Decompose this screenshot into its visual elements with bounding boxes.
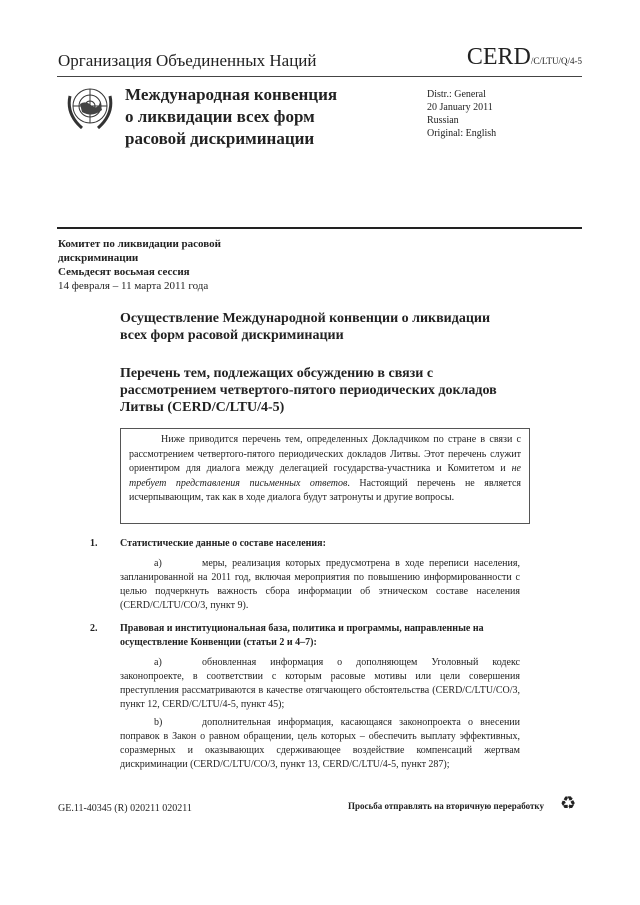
symbol-main: CERD [466, 44, 531, 70]
committee-name: Комитет по ликвидации расовой [58, 238, 221, 250]
section-title: Статистические данные о составе населения: [120, 538, 326, 549]
title-line: о ликвидации всех форм [125, 107, 315, 126]
list-item [120, 716, 520, 772]
session: Семьдесят восьмая сессия [58, 266, 190, 278]
item-label: a) [154, 657, 162, 668]
recycle-icon: ♻ [560, 793, 577, 813]
note-italic: не требует представления письменных ответов [129, 463, 521, 489]
item-text: обновленная информация о дополняющем Уголовный кодекс законопроекте, в соответствии с которым расовые мотивы или цели совершения преступления рассматриваются в качестве отягчающего обстоятельства (CERD/C/LTU/CO/3, пункт 12, CERD/C/LTU/4-5, пункт 45); [120, 657, 520, 710]
item-label: b) [154, 717, 163, 728]
un-emblem-icon [62, 80, 118, 136]
note-box [120, 428, 530, 524]
title-divider [57, 227, 582, 229]
item-label: a) [154, 558, 162, 569]
header-divider [57, 76, 582, 77]
section-heading [90, 622, 520, 650]
committee-name: дискриминации [58, 252, 139, 264]
section-heading [90, 537, 520, 551]
section-number: 2. [90, 623, 98, 634]
language-line: Russian [427, 115, 459, 126]
note-text: . Настоящий перечень не является исчерпывающим, так как в ходе диалога будут затронуты и другие вопросы. [129, 477, 522, 503]
recycle-note: Просьба отправлять на вторичную переработку [348, 801, 544, 811]
committee-info [58, 237, 221, 293]
distribution-line: Distr.: General [427, 89, 486, 100]
convention-title [125, 84, 337, 150]
list-item [120, 656, 520, 712]
item-text: дополнительная информация, касающаяся законопроекта о внесении поправок в Закон о равном обращении, цель которых – обеспечить выплату эффективных, соразмерных и оказывающих сдерживающее воздействие компенсаций жертвам дискриминации (CERD/C/LTU/CO/3, пункт 13, CERD/C/LTU/4-5, пункт 287); [120, 717, 520, 770]
section-title: Правовая и институциональная база, политика и программы, направленные на осуществление Конвенции (статьи 2 и 4–7): [120, 623, 484, 648]
distribution-info [427, 88, 496, 140]
section-number: 1. [90, 538, 98, 549]
symbol-suffix: /C/LTU/Q/4-5 [530, 56, 582, 66]
list-item [120, 557, 520, 613]
title-line: Международная конвенция [125, 85, 338, 104]
item-text: меры, реализация которых предусмотрена в ходе переписи населения, запланированной на 2011 год, включая мероприятия по повышению информированности с целью подчеркнуть важность сбора информации об этническом составе населения (CERD/C/LTU/CO/3, пункт 9). [120, 558, 520, 611]
title-line: расовой дискриминации [125, 129, 315, 148]
original-language-line: Original: English [427, 128, 497, 139]
date-line: 20 January 2011 [427, 102, 493, 113]
job-number: GE.11-40345 (R) 020211 020211 [58, 803, 192, 814]
heading-list-of-themes: Перечень тем, подлежащих обсуждению в связи с рассмотрением четвертого-пятого периодических докладов Литвы (CERD/C/LTU/4-5) [120, 366, 497, 415]
heading-main: Осуществление Международной конвенции о ликвидации всех форм расовой дискриминации [120, 311, 491, 343]
note-text: Ниже приводится перечень тем, определенных Докладчиком по стране в связи с рассмотрением четвертого-пятого периодических докладов Литвы. Этот перечень служит ориентиром для диалога между делегацией государства-участника и Комитетом и [129, 434, 521, 474]
organization-name: Организация Объединенных Наций [58, 51, 317, 70]
session-dates: 14 февраля – 11 марта 2011 года [58, 280, 209, 292]
document-symbol [467, 44, 582, 71]
